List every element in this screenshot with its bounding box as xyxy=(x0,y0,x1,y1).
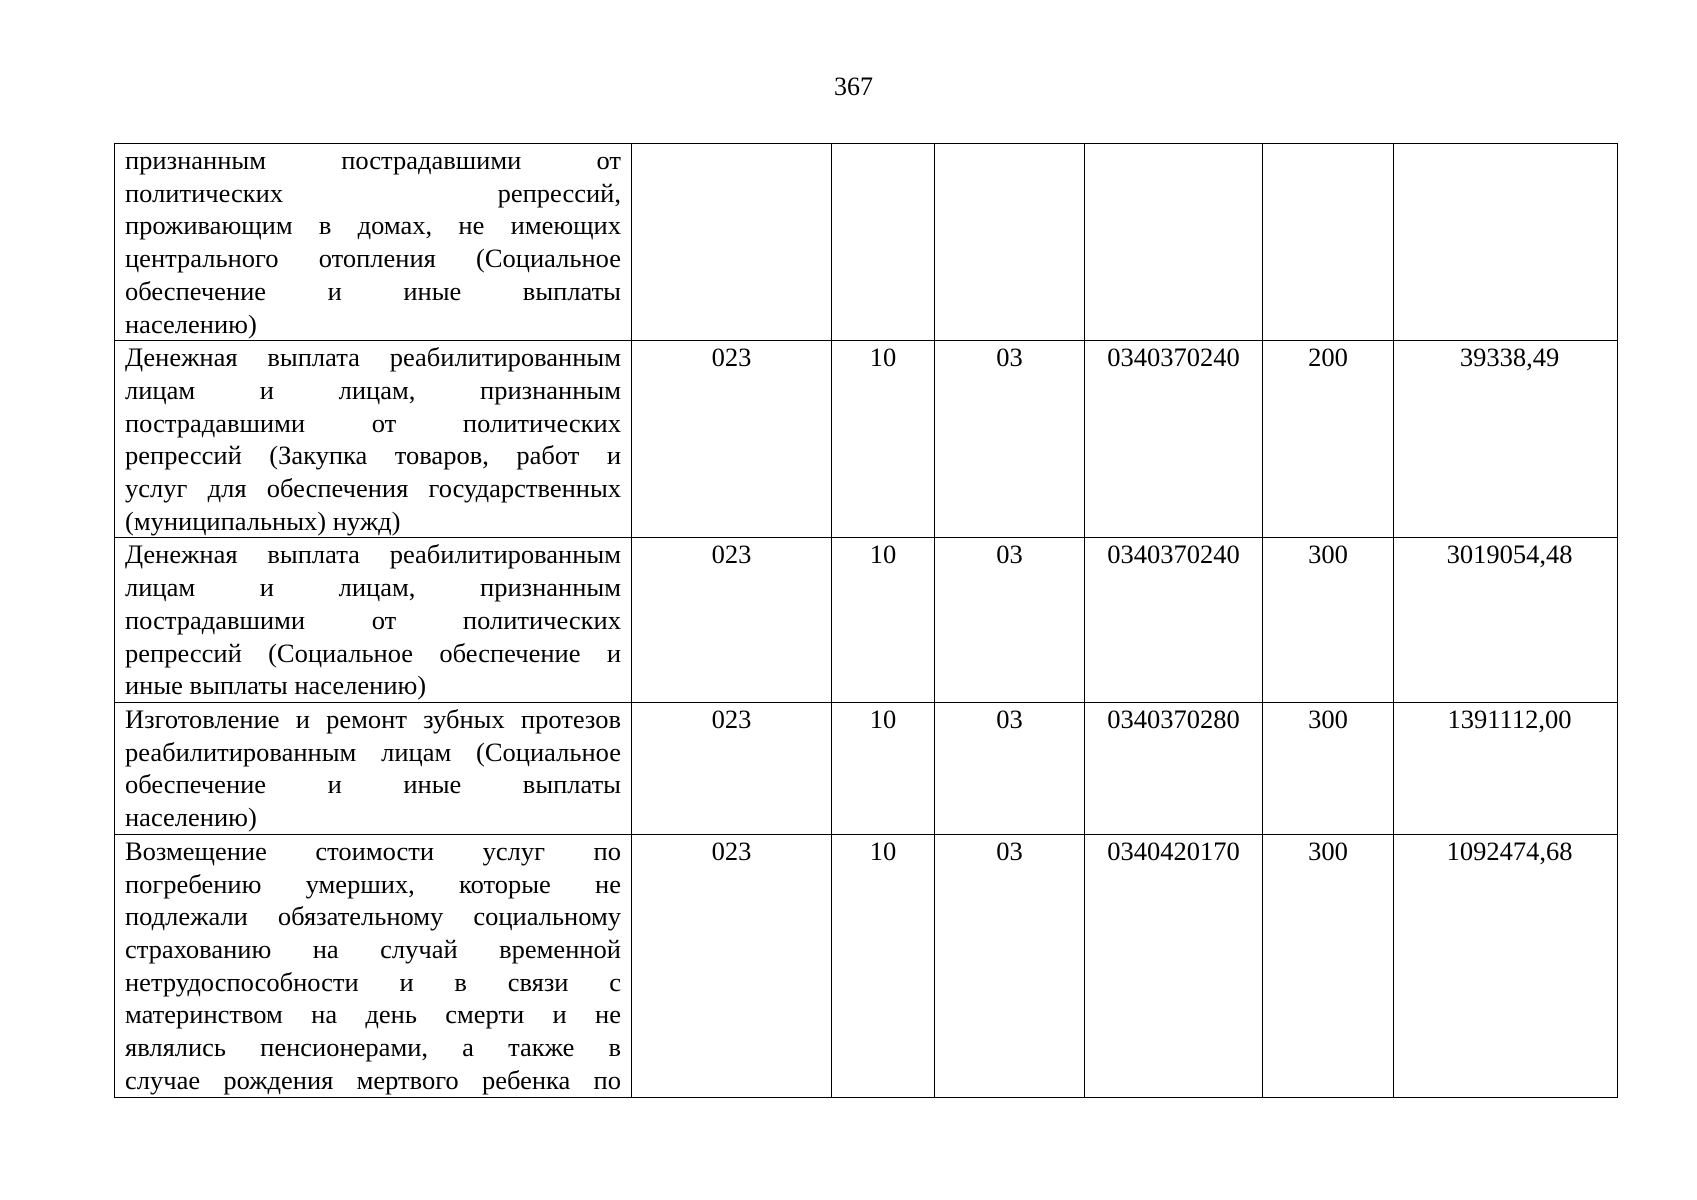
table-row xyxy=(115,144,1618,341)
description-line: подлежали обязательному социальному xyxy=(125,901,621,932)
target-code-cell: 0340370240 xyxy=(1085,341,1263,538)
description-line: обеспечение и иные выплаты xyxy=(125,275,621,306)
row-description xyxy=(115,834,632,1097)
amount-cell: 1092474,68 xyxy=(1394,834,1618,1097)
target-code-cell: 0340370280 xyxy=(1085,702,1263,834)
description-line: (муниципальных) нужд) xyxy=(125,505,401,536)
expense-type-cell: 300 xyxy=(1263,538,1394,703)
section-code-cell xyxy=(832,144,935,341)
table-body xyxy=(115,144,1618,1098)
section-code-cell: 10 xyxy=(832,538,935,703)
table-row xyxy=(115,702,1618,834)
page-number: 367 xyxy=(834,72,873,101)
amount-cell: 39338,49 xyxy=(1394,341,1618,538)
description-line: случае рождения мертвого ребенка по xyxy=(125,1064,621,1095)
description-line: пострадавшими от политических xyxy=(125,407,621,438)
section-code-cell: 10 xyxy=(832,341,935,538)
description-line: населению) xyxy=(125,802,257,833)
table-row xyxy=(115,834,1618,1097)
row-description xyxy=(115,144,632,341)
amount-cell: 3019054,48 xyxy=(1394,538,1618,703)
target-code-cell xyxy=(1085,144,1263,341)
row-description xyxy=(115,538,632,703)
description-line: репрессий (Социальное обеспечение и xyxy=(125,637,621,668)
section-code-cell: 10 xyxy=(832,834,935,1097)
subsection-code-cell: 03 xyxy=(935,341,1085,538)
description-line: погребению умерших, которые не xyxy=(125,868,621,899)
target-code-cell: 0340370240 xyxy=(1085,538,1263,703)
description-line: признанным пострадавшими от xyxy=(125,145,621,175)
expense-type-cell: 300 xyxy=(1263,702,1394,834)
table-row xyxy=(115,341,1618,538)
expense-type-cell: 300 xyxy=(1263,834,1394,1097)
description-line: репрессий (Закупка товаров, работ и xyxy=(125,440,621,471)
section-code-cell: 10 xyxy=(832,702,935,834)
row-description xyxy=(115,702,632,834)
budget-table xyxy=(114,143,1618,1098)
amount-cell: 1391112,00 xyxy=(1394,702,1618,834)
description-line: пострадавшими от политических xyxy=(125,604,621,635)
row-description xyxy=(115,341,632,538)
description-line: иные выплаты населению) xyxy=(125,670,427,701)
description-line: Возмещение стоимости услуг по xyxy=(125,835,621,866)
description-line: Изготовление и ремонт зубных протезов xyxy=(125,703,621,734)
description-line: нетрудоспособности и в связи с xyxy=(125,966,621,997)
description-line: услуг для обеспечения государственных xyxy=(125,473,621,504)
description-line: реабилитированным лицам (Социальное xyxy=(125,736,621,767)
description-line: политических репрессий, xyxy=(125,177,621,208)
description-line: центрального отопления (Социальное xyxy=(125,243,621,274)
subsection-code-cell: 03 xyxy=(935,702,1085,834)
admin-code-cell: 023 xyxy=(632,341,832,538)
description-line: Денежная выплата реабилитированным xyxy=(125,342,621,373)
target-code-cell: 0340420170 xyxy=(1085,834,1263,1097)
expense-type-cell: 200 xyxy=(1263,341,1394,538)
description-line: лицам и лицам, признанным xyxy=(125,572,621,603)
admin-code-cell xyxy=(632,144,832,341)
description-line: проживающим в домах, не имеющих xyxy=(125,210,621,241)
subsection-code-cell xyxy=(935,144,1085,341)
description-line: материнством на день смерти и не xyxy=(125,999,621,1030)
subsection-code-cell: 03 xyxy=(935,834,1085,1097)
description-line: являлись пенсионерами, а также в xyxy=(125,1032,621,1063)
table-row xyxy=(115,538,1618,703)
description-line: страхованию на случай временной xyxy=(125,934,621,965)
admin-code-cell: 023 xyxy=(632,834,832,1097)
amount-cell xyxy=(1394,144,1618,341)
admin-code-cell: 023 xyxy=(632,702,832,834)
description-line: Денежная выплата реабилитированным xyxy=(125,539,621,570)
description-line: обеспечение и иные выплаты xyxy=(125,769,621,800)
subsection-code-cell: 03 xyxy=(935,538,1085,703)
expense-type-cell xyxy=(1263,144,1394,341)
description-line: населению) xyxy=(125,308,257,339)
admin-code-cell: 023 xyxy=(632,538,832,703)
description-line: лицам и лицам, признанным xyxy=(125,374,621,405)
